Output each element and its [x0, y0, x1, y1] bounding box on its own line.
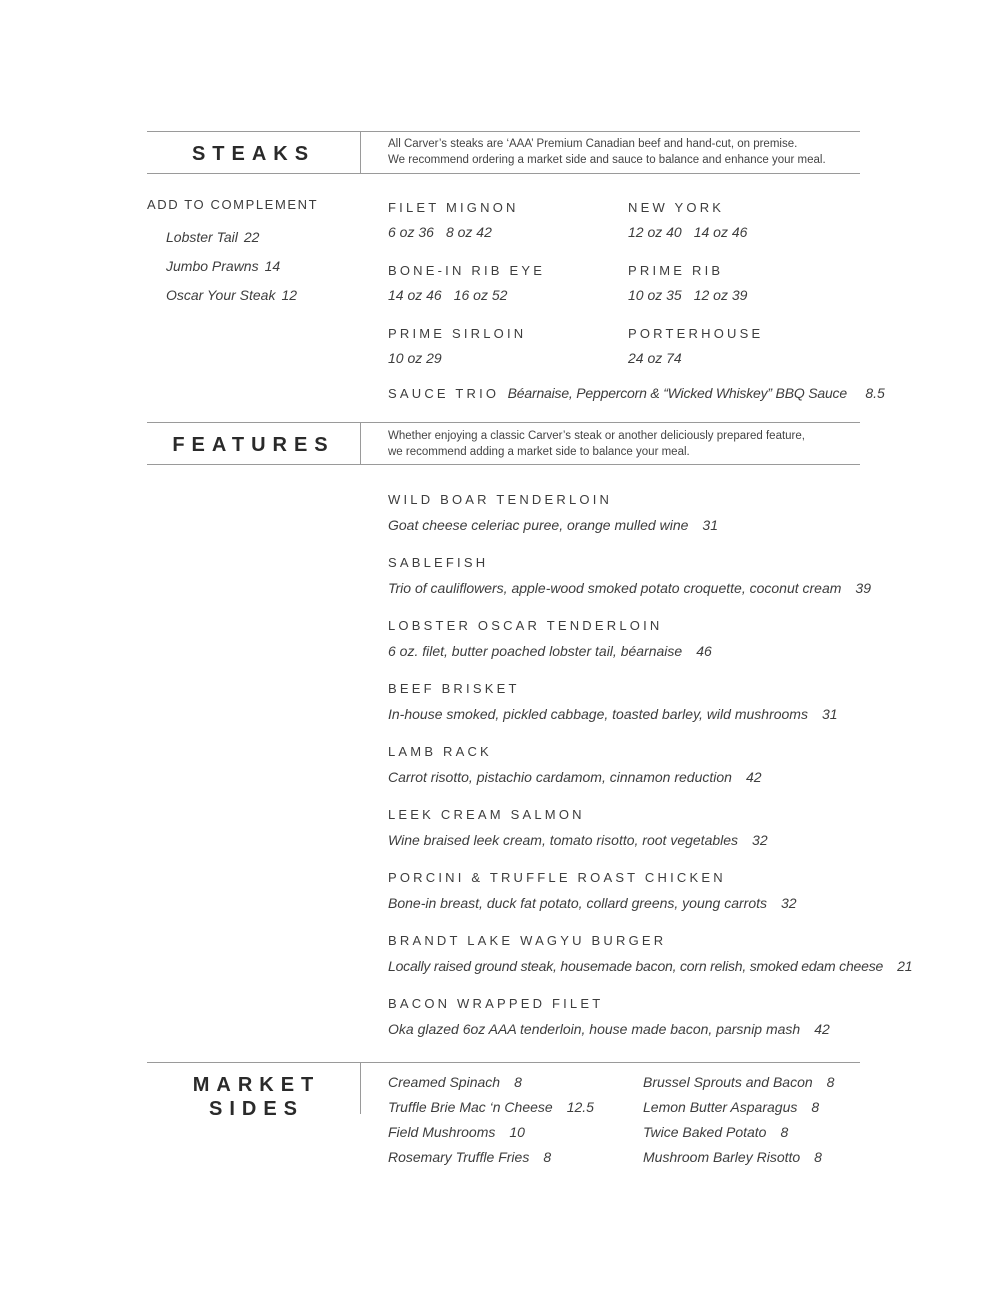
sauce-price: 8.5 [865, 385, 885, 401]
feature-name: BEEF BRISKET [388, 681, 520, 696]
feature-desc: Trio of cauliflowers, apple-wood smoked potato croquette, coconut cream 39 [388, 580, 871, 596]
side-item: Creamed Spinach 8 [388, 1074, 522, 1090]
sauce-trio [388, 385, 885, 403]
feature-name: LEEK CREAM SALMON [388, 807, 585, 822]
complement-heading: ADD TO COMPLEMENT [147, 197, 319, 212]
steaks-top-rule [147, 131, 860, 132]
feature-desc: Oka glazed 6oz AAA tenderloin, house made bacon, parsnip mash 42 [388, 1021, 830, 1037]
complement-item: Lobster Tail 22 [166, 229, 260, 245]
sides-top-rule [147, 1062, 860, 1063]
side-item: Truffle Brie Mac ‘n Cheese 12.5 [388, 1099, 594, 1115]
steaks-bottom-rule [147, 173, 860, 174]
steaks-note-1: All Carver’s steaks are ‘AAA’ Premium Canadian beef and hand-cut, on premise. [388, 138, 798, 150]
cut-name: PRIME SIRLOIN [388, 326, 527, 341]
cut-sizes: 10 oz 35 12 oz 39 [628, 287, 748, 303]
cut-sizes: 6 oz 36 8 oz 42 [388, 224, 492, 240]
cut-name: NEW YORK [628, 200, 725, 215]
features-title: FEATURES [172, 434, 335, 456]
features-top-rule [147, 422, 860, 423]
steaks-note-2: We recommend ordering a market side and sauce to balance and enhance your meal. [388, 154, 826, 166]
feature-name: BRANDT LAKE WAGYU BURGER [388, 933, 667, 948]
features-divider [360, 422, 361, 464]
complement-item: Jumbo Prawns 14 [166, 258, 281, 274]
feature-desc: In-house smoked, pickled cabbage, toasted barley, wild mushrooms 31 [388, 706, 838, 722]
feature-desc: Bone-in breast, duck fat potato, collard greens, young carrots 32 [388, 895, 797, 911]
feature-desc: Carrot risotto, pistachio cardamom, cinnamon reduction 42 [388, 769, 762, 785]
sauce-label: SAUCE TRIO [388, 386, 500, 401]
steaks-divider [360, 131, 361, 173]
feature-name: SABLEFISH [388, 555, 489, 570]
sauce-desc: Béarnaise, Peppercorn & “Wicked Whiskey” BBQ Sauce [507, 385, 847, 401]
side-item: Field Mushrooms 10 [388, 1124, 525, 1140]
cut-name: BONE-IN RIB EYE [388, 263, 546, 278]
sides-title-2: SIDES [208, 1098, 305, 1120]
feature-name: LOBSTER OSCAR TENDERLOIN [388, 618, 663, 633]
feature-desc: Locally raised ground steak, housemade bacon, corn relish, smoked edam cheese 21 [388, 958, 913, 974]
side-item: Brussel Sprouts and Bacon 8 [643, 1074, 835, 1090]
features-note-1: Whether enjoying a classic Carver’s steak or another deliciously prepared feature, [388, 430, 805, 442]
side-item: Lemon Butter Asparagus 8 [643, 1099, 820, 1115]
side-item: Twice Baked Potato 8 [643, 1124, 789, 1140]
feature-desc: Wine braised leek cream, tomato risotto, root vegetables 32 [388, 832, 768, 848]
feature-name: BACON WRAPPED FILET [388, 996, 604, 1011]
cut-name: PRIME RIB [628, 263, 724, 278]
side-item: Mushroom Barley Risotto 8 [643, 1149, 822, 1165]
cut-sizes: 12 oz 40 14 oz 46 [628, 224, 748, 240]
features-bottom-rule [147, 464, 860, 465]
feature-desc: Goat cheese celeriac puree, orange mulled wine 31 [388, 517, 718, 533]
side-item: Rosemary Truffle Fries 8 [388, 1149, 552, 1165]
cut-sizes: 14 oz 46 16 oz 52 [388, 287, 508, 303]
cut-name: PORTERHOUSE [628, 326, 764, 341]
cut-sizes: 24 oz 74 [628, 350, 682, 366]
complement-item: Oscar Your Steak 12 [166, 287, 298, 303]
cut-name: FILET MIGNON [388, 200, 519, 215]
sides-title-1: MARKET [192, 1074, 321, 1096]
cut-sizes: 10 oz 29 [388, 350, 442, 366]
features-note-2: we recommend adding a market side to balance your meal. [388, 446, 690, 458]
feature-desc: 6 oz. filet, butter poached lobster tail, béarnaise 46 [388, 643, 712, 659]
feature-name: WILD BOAR TENDERLOIN [388, 492, 613, 507]
steaks-title: STEAKS [191, 143, 316, 165]
feature-name: PORCINI & TRUFFLE ROAST CHICKEN [388, 870, 726, 885]
feature-name: LAMB RACK [388, 744, 492, 759]
